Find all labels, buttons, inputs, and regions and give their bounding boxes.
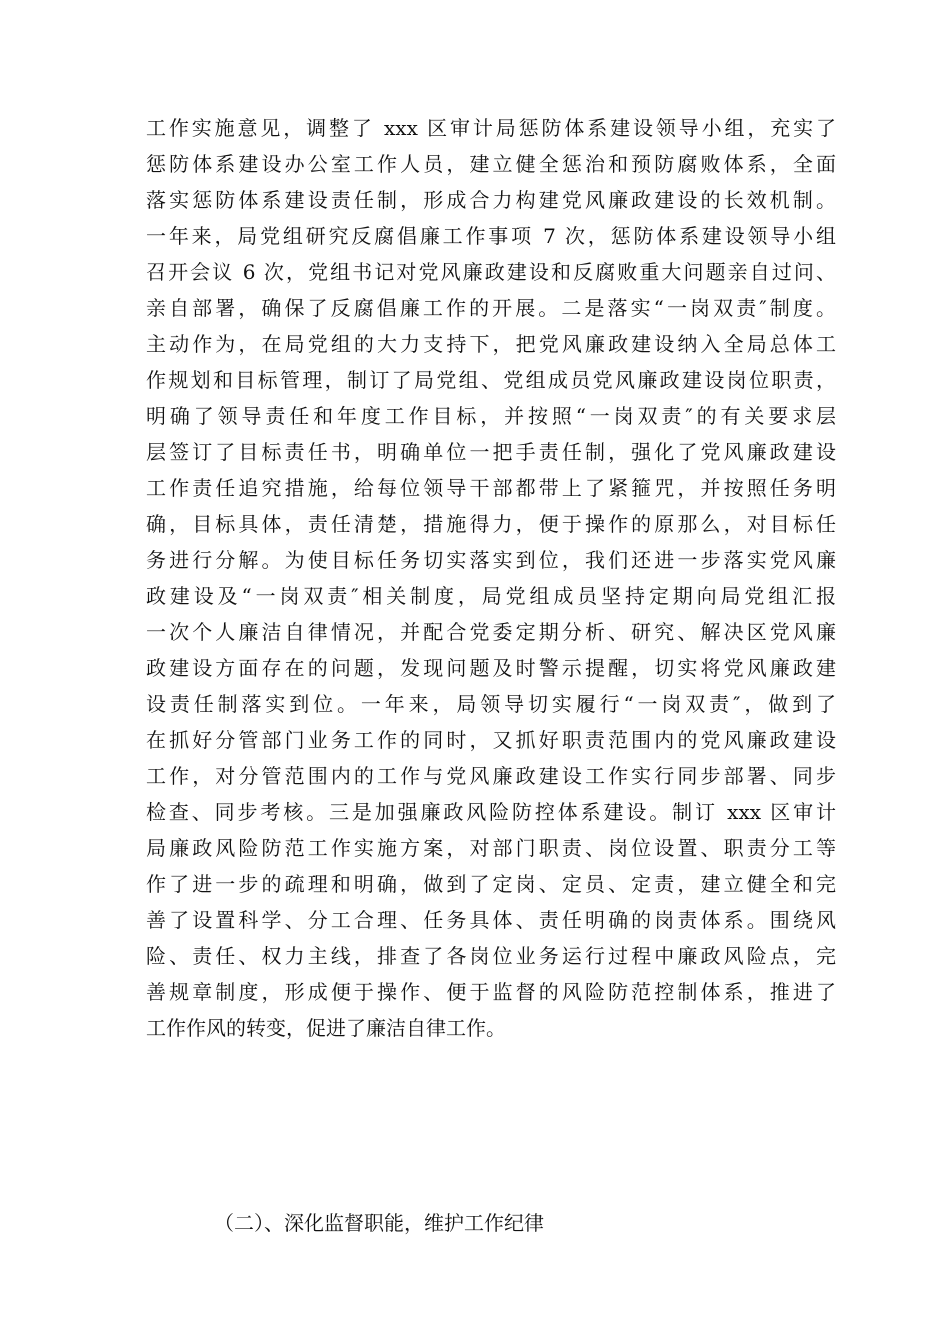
paragraph-line: 设责任制落实到位。一年来，局领导切实履行“一岗双责″，做到了 [146,692,836,716]
paragraph-line: 政建设及“一岗双责″相关制度，局党组成员坚持定期向局党组汇报 [146,584,836,608]
paragraph-line: 明确了领导责任和年度工作目标，并按照“一岗双责″的有关要求层 [146,404,836,428]
paragraph-line: 工作作风的转变，促进了廉洁自律工作。 [146,1016,506,1040]
paragraph-line: 确，目标具体，责任清楚，措施得力，便于操作的原那么，对目标任 [146,512,836,536]
paragraph-line: 工作实施意见，调整了 xxx 区审计局惩防体系建设领导小组，充实了 [146,116,836,140]
paragraph-line: 亲自部署，确保了反腐倡廉工作的开展。二是落实“一岗双责″制度。 [146,296,836,320]
paragraph-line: 善规章制度，形成便于操作、便于监督的风险防范控制体系，推进了 [146,980,836,1004]
paragraph-line: 检查、同步考核。三是加强廉政风险防控体系建设。制订 xxx 区审计 [146,800,836,824]
paragraph-line: 在抓好分管部门业务工作的同时，又抓好职责范围内的党风廉政建设 [146,728,836,752]
paragraph-line: 惩防体系建设办公室工作人员，建立健全惩治和预防腐败体系，全面 [146,152,836,176]
paragraph-line: 险、责任、权力主线，排查了各岗位业务运行过程中廉政风险点，完 [146,944,836,968]
paragraph-line: 工作责任追究措施，给每位领导干部都带上了紧箍咒，并按照任务明 [146,476,836,500]
paragraph-line: 落实惩防体系建设责任制，形成合力构建党风廉政建设的长效机制。 [146,188,836,212]
paragraph-line: 层签订了目标责任书，明确单位一把手责任制，强化了党风廉政建设 [146,440,836,464]
paragraph-line: 善了设置科学、分工合理、任务具体、责任明确的岗责体系。围绕风 [146,908,836,932]
paragraph-line: 召开会议 6 次，党组书记对党风廉政建设和反腐败重大问题亲自过问、 [146,260,836,284]
paragraph-line: 务进行分解。为使目标任务切实落实到位，我们还进一步落实党风廉 [146,548,836,572]
section-heading: （二）、深化监督职能，维护工作纪律 [214,1211,544,1235]
paragraph-line: 政建设方面存在的问题，发现问题及时警示提醒，切实将党风廉政建 [146,656,836,680]
paragraph-line: 作规划和目标管理，制订了局党组、党组成员党风廉政建设岗位职责， [146,368,836,392]
paragraph-line: 一年来，局党组研究反腐倡廉工作事项 7 次，惩防体系建设领导小组 [146,224,836,248]
paragraph-line: 主动作为，在局党组的大力支持下，把党风廉政建设纳入全局总体工 [146,332,836,356]
paragraph-line: 作了进一步的疏理和明确，做到了定岗、定员、定责，建立健全和完 [146,872,836,896]
paragraph-line: 一次个人廉洁自律情况，并配合党委定期分析、研究、解决区党风廉 [146,620,836,644]
paragraph-line: 局廉政风险防范工作实施方案，对部门职责、岗位设置、职责分工等 [146,836,836,860]
body-paragraph [146,110,836,1046]
paragraph-line: 工作，对分管范围内的工作与党风廉政建设工作实行同步部署、同步 [146,764,836,788]
